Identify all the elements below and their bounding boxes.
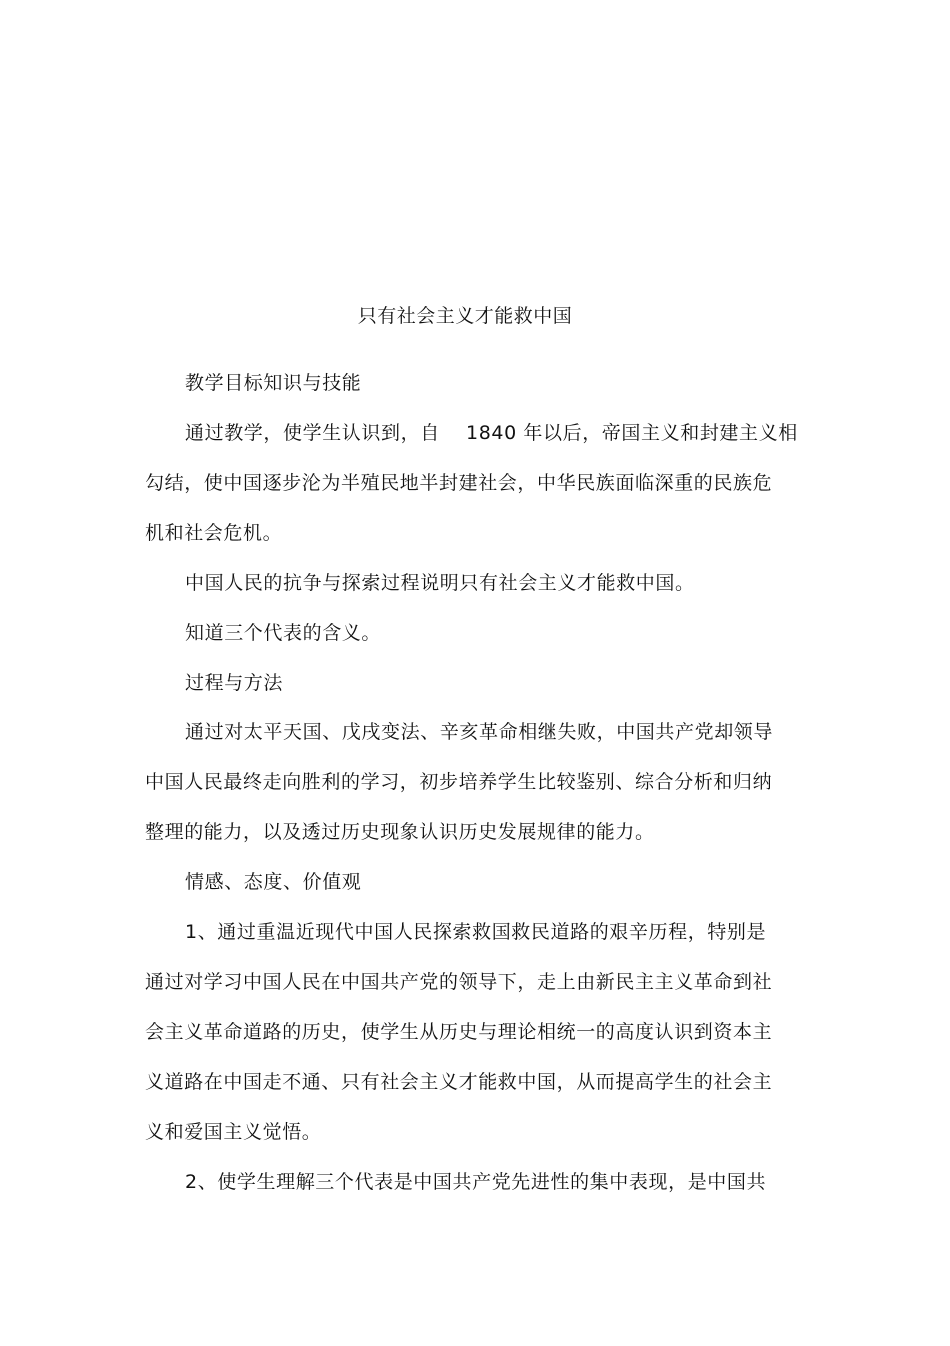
paragraph-line: 1、通过重温近现代中国人民探索救国救民道路的艰辛历程，特别是 (185, 921, 767, 943)
heading-objectives: 教学目标知识与技能 (185, 372, 362, 394)
heading-process: 过程与方法 (185, 672, 284, 694)
document-title: 只有社会主义才能救中国 (357, 305, 573, 327)
paragraph-line: 2、使学生理解三个代表是中国共产党先进性的集中表现，是中国共 (185, 1171, 767, 1193)
paragraph-line: 中国人民的抗争与探索过程说明只有社会主义才能救中国。 (185, 572, 695, 594)
paragraph-line: 整理的能力，以及透过历史现象认识历史发展规律的能力。 (145, 821, 655, 843)
paragraph-line: 机和社会危机。 (145, 522, 283, 544)
paragraph-line: 义和爱国主义觉悟。 (145, 1121, 322, 1143)
paragraph-line: 通过教学，使学生认识到，自 1840 年以后，帝国主义和封建主义相 (185, 422, 798, 444)
paragraph-line: 义道路在中国走不通、只有社会主义才能救中国，从而提高学生的社会主 (145, 1071, 773, 1093)
paragraph-line: 知道三个代表的含义。 (185, 622, 382, 644)
paragraph-line: 中国人民最终走向胜利的学习，初步培养学生比较鉴别、综合分析和归纳 (145, 771, 773, 793)
paragraph-line: 通过对学习中国人民在中国共产党的领导下，走上由新民主主义革命到社 (145, 971, 773, 993)
heading-values: 情感、态度、价值观 (185, 871, 362, 893)
paragraph-line: 通过对太平天国、戊戌变法、辛亥革命相继失败，中国共产党却领导 (185, 721, 774, 743)
paragraph-line: 勾结，使中国逐步沦为半殖民地半封建社会，中华民族面临深重的民族危 (145, 472, 773, 494)
paragraph-line: 会主义革命道路的历史，使学生从历史与理论相统一的高度认识到资本主 (145, 1021, 773, 1043)
